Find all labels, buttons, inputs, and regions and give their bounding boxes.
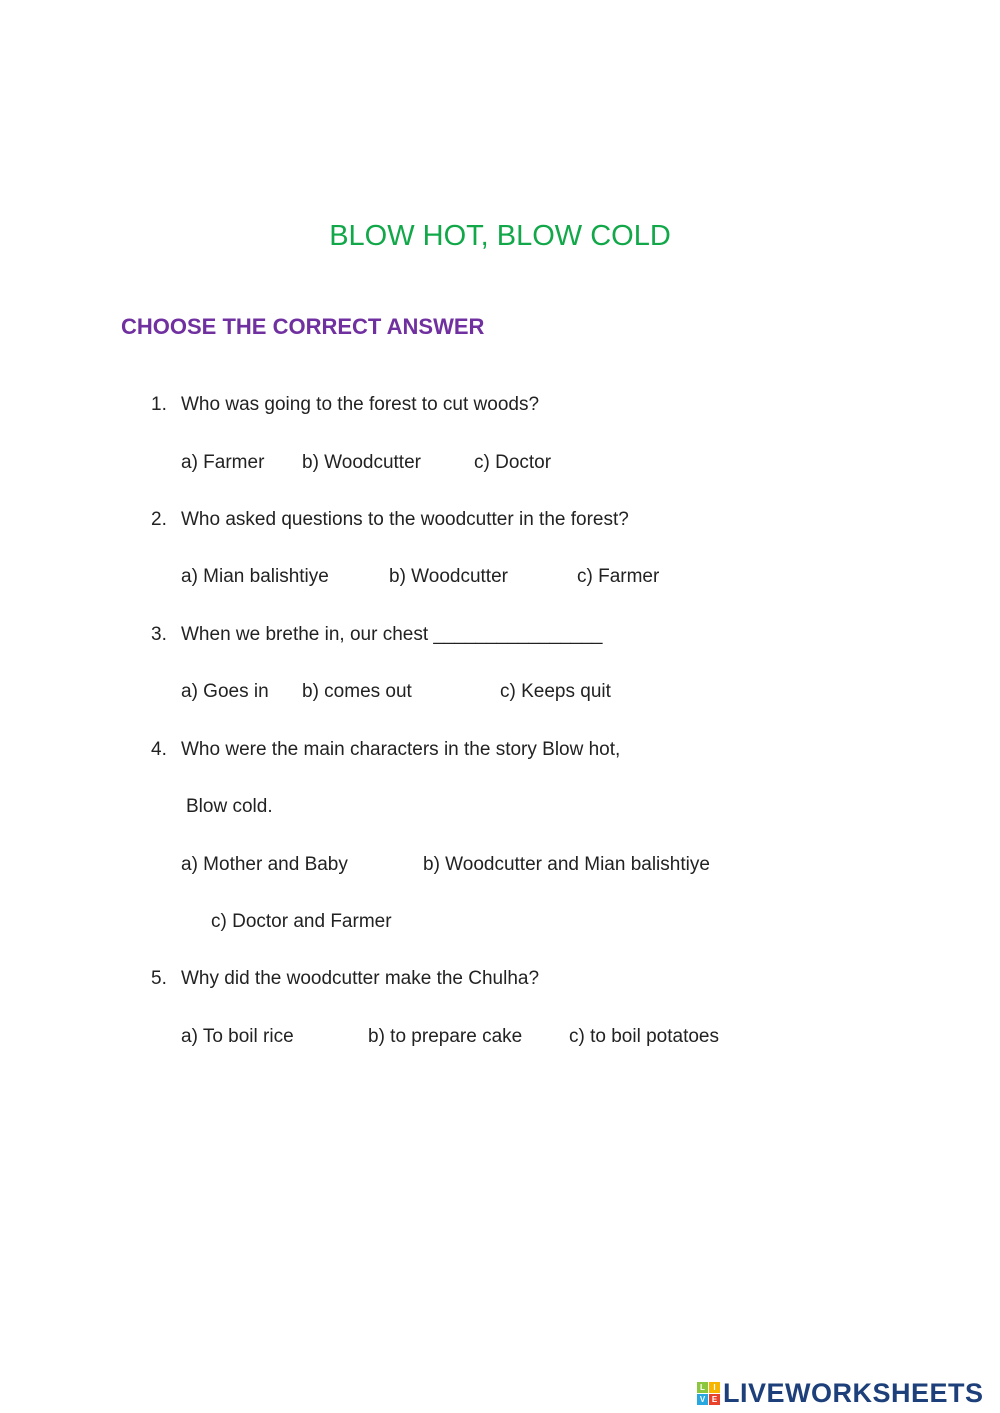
- logo-text: LIVEWORKSHEETS: [723, 1378, 984, 1408]
- question-text: Who asked questions to the woodcutter in the forest?: [181, 509, 629, 530]
- section-heading: CHOOSE THE CORRECT ANSWER: [121, 314, 485, 339]
- logo-letter: E: [709, 1394, 720, 1405]
- question-number: 2.: [151, 509, 167, 530]
- option-b: b) comes out: [302, 681, 412, 702]
- option-b: b) Woodcutter and Mian balishtiye: [423, 854, 710, 875]
- option-b: b) Woodcutter: [389, 566, 508, 587]
- logo-squares-icon: [697, 1382, 720, 1405]
- question-number: 3.: [151, 624, 167, 645]
- option-a: a) To boil rice: [181, 1026, 294, 1047]
- option-a: a) Mian balishtiye: [181, 566, 329, 587]
- question-number: 4.: [151, 739, 167, 760]
- question-text: Who was going to the forest to cut woods?: [181, 394, 540, 415]
- option-c: c) to boil potatoes: [569, 1026, 719, 1047]
- logo-letter: I: [709, 1382, 720, 1393]
- worksheet-title: BLOW HOT, BLOW COLD: [329, 220, 671, 252]
- question-text: Who were the main characters in the story Blow hot,: [181, 739, 621, 760]
- question-number: 5.: [151, 968, 167, 989]
- option-c: c) Doctor: [474, 452, 552, 473]
- option-b: b) to prepare cake: [368, 1026, 523, 1047]
- logo-letter: L: [697, 1382, 708, 1393]
- option-a: a) Farmer: [181, 452, 265, 473]
- option-b: b) Woodcutter: [302, 452, 421, 473]
- option-c: c) Keeps quit: [500, 681, 611, 702]
- option-c: c) Farmer: [577, 566, 660, 587]
- option-a: a) Mother and Baby: [181, 854, 348, 875]
- question-text: Why did the woodcutter make the Chulha?: [181, 968, 540, 989]
- question-number: 1.: [151, 394, 167, 415]
- question-text: When we brethe in, our chest ________________: [181, 624, 603, 645]
- option-a: a) Goes in: [181, 681, 269, 702]
- logo-letter: V: [697, 1394, 708, 1405]
- option-c: c) Doctor and Farmer: [211, 911, 392, 932]
- question-text-continued: Blow cold.: [186, 796, 273, 817]
- liveworksheets-logo: [697, 1378, 984, 1409]
